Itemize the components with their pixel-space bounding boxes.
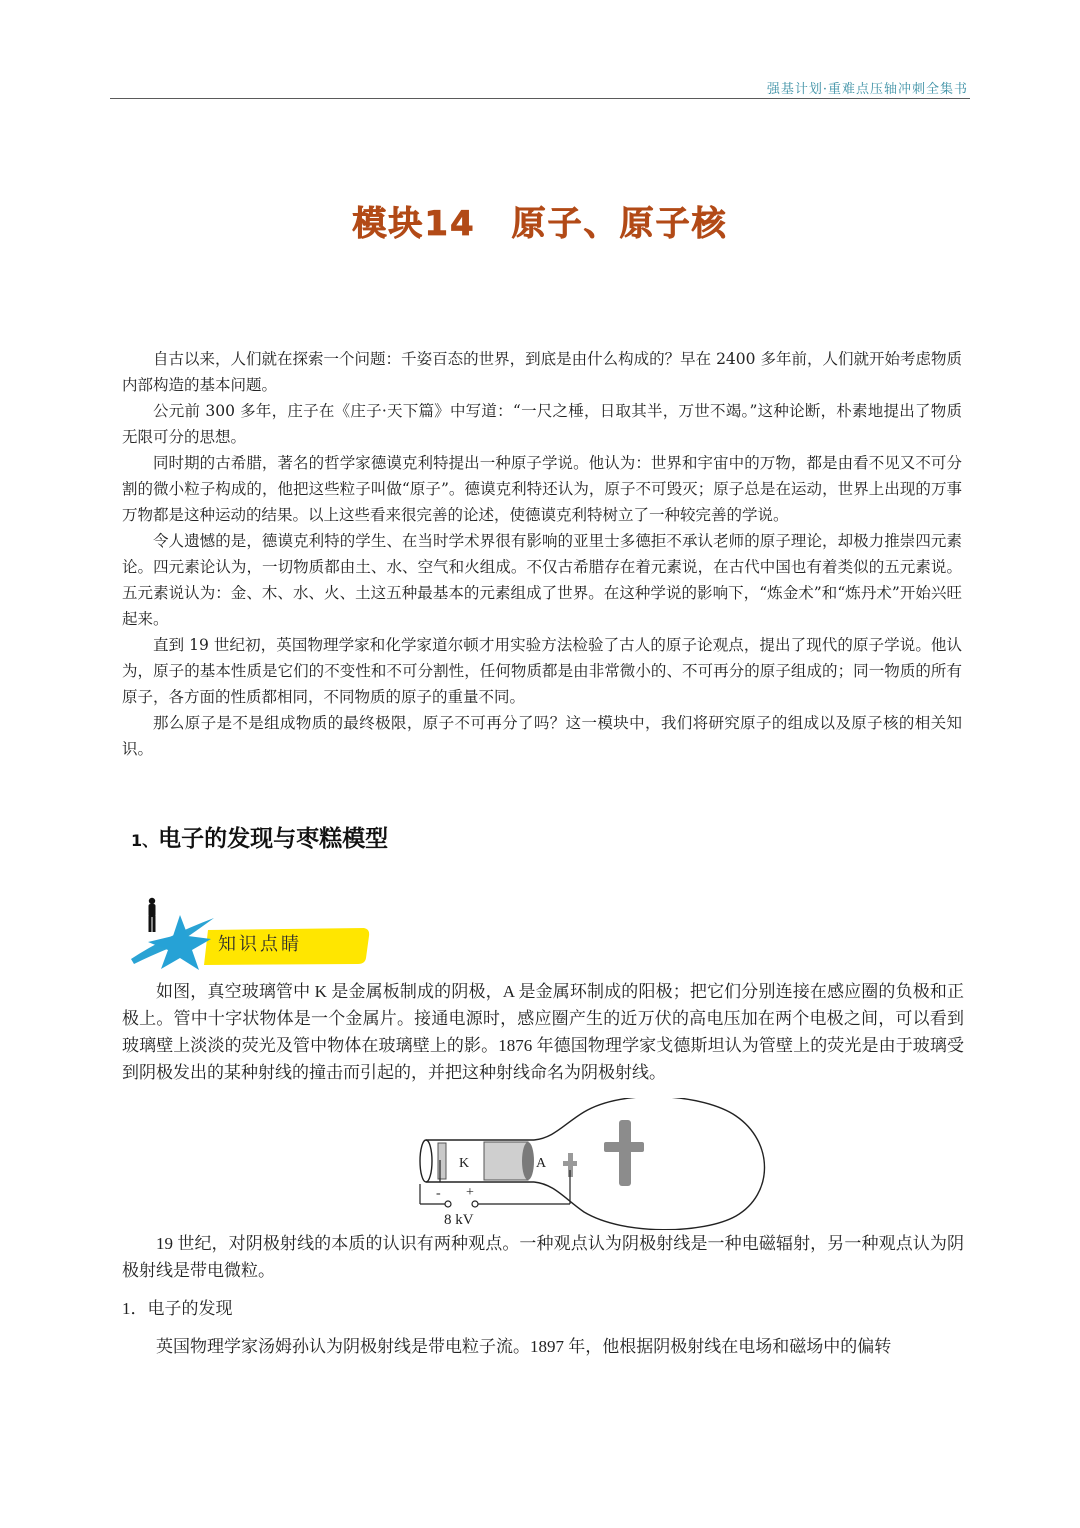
header-rule: [110, 98, 970, 99]
cross-shadow-large: [604, 1120, 644, 1186]
knowledge-paragraph: 如图，真空玻璃管中 K 是金属板制成的阴极，A 是金属环制成的阳极；把它们分别连接在感应圈的负极和正极上。管中十字状物体是一个金属片。接通电源时，感应圈产生的近万伏的高电压加在两个电极之间，可以看到玻璃壁上淡淡的荧光及管中物体在玻璃壁上的影。1876 年德国物理学家戈德斯坦认为管壁上的荧光是由于玻璃受到阴极发出的某种射线的撞击而引起的，并把这种射线命名为阴极射线。: [122, 982, 964, 1082]
section-title: 电子的发现与枣糕模型: [158, 826, 389, 852]
plus-sign: +: [466, 1185, 474, 1200]
views-paragraph: 19 世纪，对阴极射线的本质的认识有两种观点。一种观点认为阴极射线是一种电磁辐射，另一种观点认为阴极射线是带电微粒。: [122, 1234, 964, 1280]
section-heading: [131, 820, 388, 853]
minus-sign: -: [436, 1186, 441, 1201]
positive-terminal: [472, 1201, 478, 1207]
intro-paragraph: 那么原子是不是组成物质的最终极限，原子不可再分了吗？这一模块中，我们将研究原子的组成以及原子核的相关知识。: [122, 714, 962, 758]
knowledge-text: [122, 978, 964, 1086]
cathode-plate: [438, 1143, 446, 1179]
knowledge-badge-label: 知识点睛: [218, 934, 302, 955]
label-k: K: [459, 1156, 470, 1171]
intro-paragraph: 同时期的古希腊，著名的哲学家德谟克利特提出一种原子学说。他认为：世界和宇宙中的万物，都是由看不见又不可分割的微小粒子构成的，他把这些粒子叫做“原子”。德谟克利特还认为，原子不可毁灭；原子总是在运动，世界上出现的万事万物都是这种运动的结果。以上这些看来很完善的论述，使德谟克利特树立了一种较完善的学说。: [122, 454, 962, 524]
intro-text: [122, 346, 962, 762]
series-header: 强基计划·重难点压轴冲刺全集书: [766, 82, 968, 97]
person-silhouette-icon: [149, 898, 156, 932]
intro-paragraph: 直到 19 世纪初，英国物理学家和化学家道尔顿才用实验方法检验了古人的原子论观点，提出了现代的原子学说。他认为，原子的基本性质是它们的不变性和不可分割性，任何物质都是由非常微小的、不可再分的原子组成的；同一物质的所有原子，各方面的性质都相同，不同物质的原子的重量不同。: [122, 636, 962, 706]
intro-paragraph: 令人遗憾的是，德谟克利特的学生、在当时学术界很有影响的亚里士多德拒不承认老师的原子理论，却极力推崇四元素论。四元素论认为，一切物质都由土、水、空气和火组成。不仅古希腊存在着元素说，在古代中国也有着类似的五元素说。五元素说认为：金、木、水、火、土这五种最基本的元素组成了世界。在这种学说的影响下，“炼金术”和“炼丹术”开始兴旺起来。: [122, 532, 962, 628]
label-a: A: [536, 1156, 547, 1171]
module-title: 模块14 原子、原子核: [352, 204, 728, 244]
intro-paragraph: 公元前 300 多年，庄子在《庄子·天下篇》中写道：“一尺之棰，日取其半，万世不竭。”这种论断，朴素地提出了物质无限可分的思想。: [122, 402, 962, 446]
subsection-heading: 1．电子的发现: [122, 1299, 233, 1318]
voltage-label: 8 kV: [444, 1212, 474, 1228]
intro-paragraph: 自古以来，人们就在探索一个问题：千姿百态的世界，到底是由什么构成的？早在 2400 多年前，人们就开始考虑物质内部构造的基本问题。: [122, 350, 962, 394]
closing-text: [122, 1333, 964, 1360]
anode-ring: [484, 1142, 534, 1180]
negative-terminal: [445, 1201, 451, 1207]
views-text: [122, 1230, 964, 1284]
closing-paragraph: 英国物理学家汤姆孙认为阴极射线是带电粒子流。1897 年，他根据阴极射线在电场和磁场中的偏转: [156, 1337, 892, 1356]
section-number: 1、: [131, 831, 159, 850]
cathode-ray-tube-diagram: [414, 1098, 974, 1230]
